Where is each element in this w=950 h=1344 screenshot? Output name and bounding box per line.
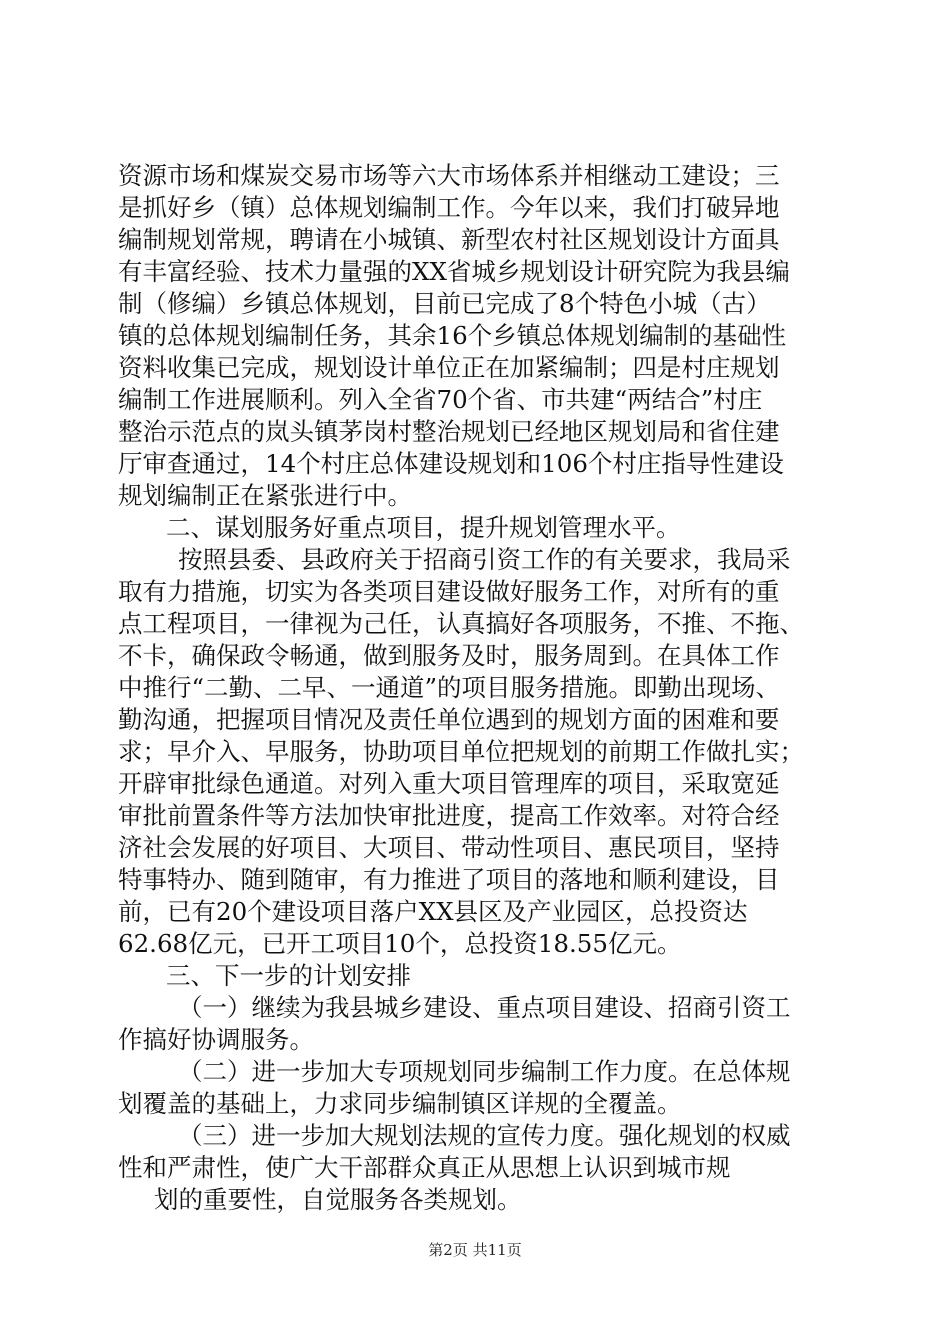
- text-line: 是抓好乡（镇）总体规划编制工作。今年以来，我们打破异地: [118, 193, 780, 222]
- text-line: 规划编制正在紧张进行中。: [118, 481, 412, 510]
- text-line: 开辟审批绿色通道。对列入重大项目管理库的项目，采取宽延: [118, 769, 780, 798]
- text-line: 中推行“二勤、二早、一通道”的项目服务措施。即勤出现场、: [118, 673, 781, 702]
- text-line: 划覆盖的基础上，力求同步编制镇区详规的全覆盖。: [118, 1089, 682, 1118]
- section-heading: 二、谋划服务好重点项目，提升规划管理水平。: [166, 513, 681, 542]
- text-line: 62.68亿元，已开工项目10个，总投资18.55亿元。: [118, 929, 682, 958]
- text-line: 资源市场和煤炭交易市场等六大市场体系并相继动工建设；三: [118, 161, 780, 190]
- text-line: 不卡，确保政令畅通，做到服务及时，服务周到。在具体工作: [118, 641, 780, 670]
- text-line: 有丰富经验、技术力量强的XX省城乡规划设计研究院为我县编: [118, 257, 790, 286]
- text-line: 取有力措施，切实为各类项目建设做好服务工作，对所有的重: [118, 577, 780, 606]
- text-line: 厅审查通过，14个村庄总体建设规划和106个村庄指导性建设: [118, 449, 784, 478]
- text-line: 制（修编）乡镇总体规划，目前已完成了8个特色小城（古）: [118, 289, 771, 318]
- text-line: （二）进一步加大专项规划同步编制工作力度。在总体规: [178, 1057, 791, 1086]
- text-line: 求；早介入、早服务，协助项目单位把规划的前期工作做扎实；: [118, 737, 804, 766]
- section-heading: 三、下一步的计划安排: [166, 961, 411, 990]
- text-line: 前，已有20个建设项目落户XX县区及产业园区，总投资达: [118, 897, 748, 926]
- text-line: （一）继续为我县城乡建设、重点项目建设、招商引资工: [178, 993, 791, 1022]
- text-line: 点工程项目，一律视为己任，认真搞好各项服务，不推、不拖、: [118, 609, 804, 638]
- text-line: 按照县委、县政府关于招商引资工作的有关要求，我局采: [178, 545, 791, 574]
- text-line: 划的重要性，自觉服务各类规划。: [154, 1185, 522, 1214]
- text-line: 勤沟通，把握项目情况及责任单位遇到的规划方面的困难和要: [118, 705, 780, 734]
- page-number-footer: 第2页 共11页: [428, 1241, 522, 1259]
- text-line: 性和严肃性，使广大干部群众真正从思想上认识到城市规: [118, 1153, 731, 1182]
- text-line: 编制规划常规，聘请在小城镇、新型农村社区规划设计方面具: [118, 225, 780, 254]
- text-line: 济社会发展的好项目、大项目、带动性项目、惠民项目，坚持: [118, 833, 780, 862]
- text-line: 镇的总体规划编制任务，其余16个乡镇总体规划编制的基础性: [118, 321, 787, 350]
- text-line: 资料收集已完成，规划设计单位正在加紧编制；四是村庄规划: [118, 353, 780, 382]
- text-line: 整治示范点的岚头镇茅岗村整治规划已经地区规划局和省住建: [118, 417, 780, 446]
- text-line: 特事特办、随到随审，有力推进了项目的落地和顺利建设，目: [118, 865, 780, 894]
- text-line: 审批前置条件等方法加快审批进度，提高工作效率。对符合经: [118, 801, 780, 830]
- text-line: 作搞好协调服务。: [118, 1025, 314, 1054]
- text-line: （三）进一步加大规划法规的宣传力度。强化规划的权威: [178, 1121, 791, 1150]
- text-line: 编制工作进展顺利。列入全省70个省、市共建“两结合”村庄: [118, 385, 763, 414]
